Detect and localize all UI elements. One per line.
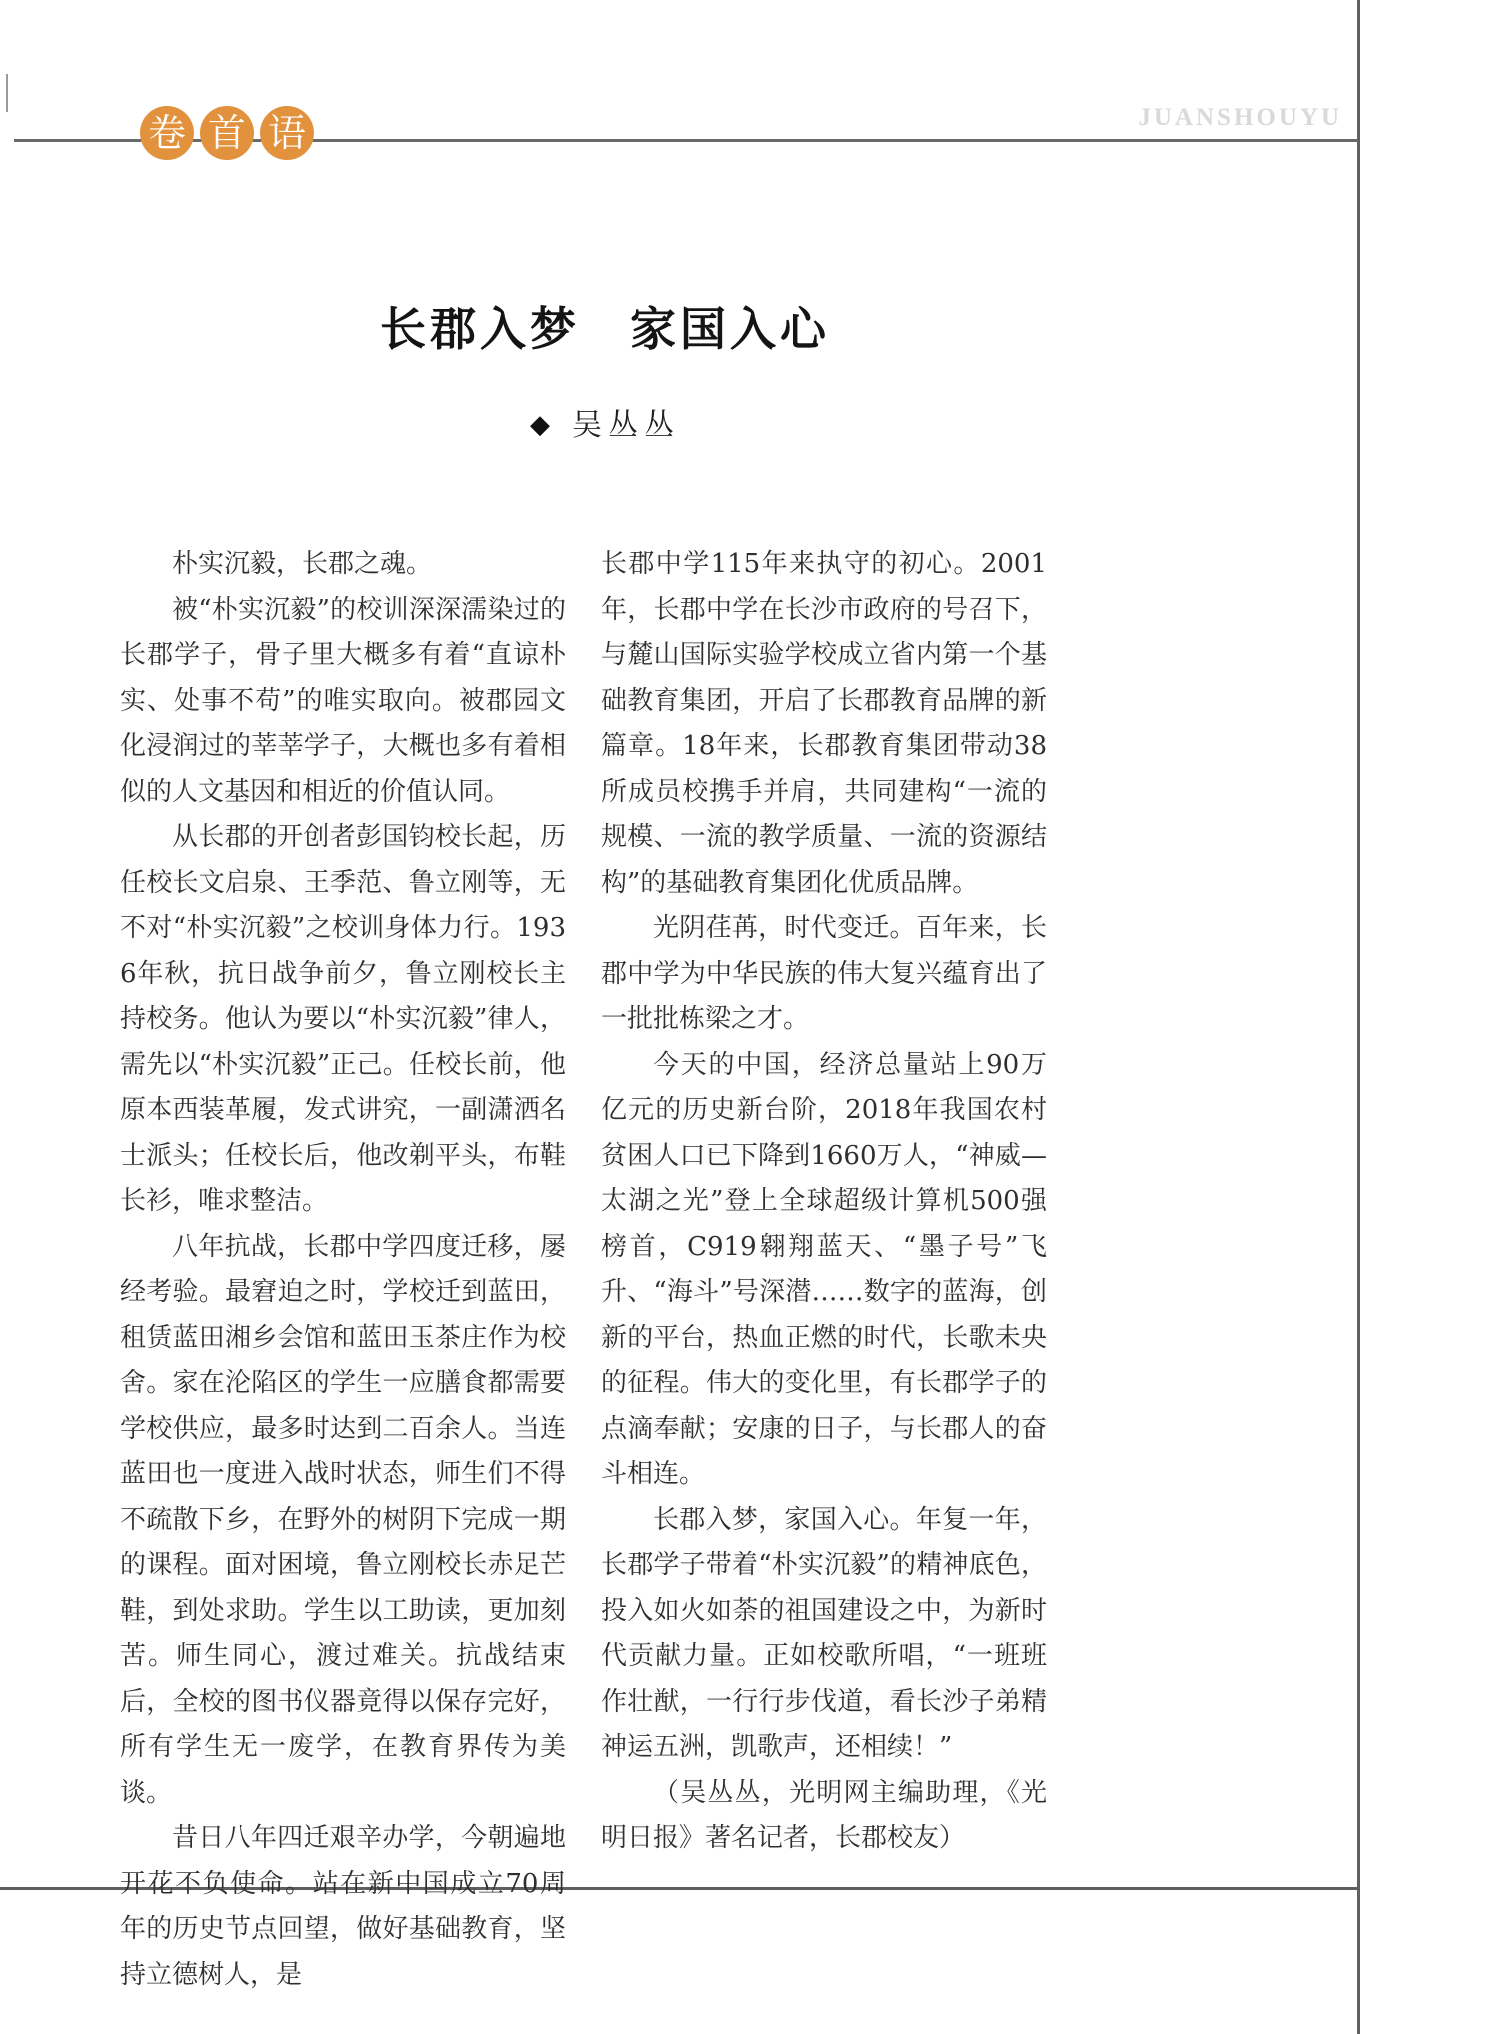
paragraph: 八年抗战，长郡中学四度迁移，屡经考验。最窘迫之时，学校迁到蓝田，租赁蓝田湘乡会馆和蓝田玉茶庄作为校舍。家在沦陷区的学生一应膳食都需要学校供应，最多时达到二百余人。当连蓝田也一度进入战时状态，师生们不得不疏散下乡，在野外的树阴下完成一期的课程。面对困境，鲁立刚校长赤足芒鞋，到处求助。学生以工助读，更加刻苦。师生同心，渡过难关。抗战结束后，全校的图书仪器竟得以保存完好，所有学生无一废学，在教育界传为美谈。 <box>120 1231 566 1808</box>
author-name: 吴丛丛 <box>572 408 680 443</box>
paragraph: 长郡入梦，家国入心。年复一年，长郡学子带着“朴实沉毅”的精神底色，投入如火如荼的祖国建设之中，为新时代贡献力量。正如校歌所唱，“一班班作壮猷，一行行步伐道，看长沙子弟精神运五洲，凯歌声，还相续！” <box>601 1504 1047 1762</box>
paragraph: 从长郡的开创者彭国钧校长起，历任校长文启泉、王季范、鲁立刚等，无不对“朴实沉毅”之校训身体力行。1936年秋，抗日战争前夕，鲁立刚校长主持校务。他认为要以“朴实沉毅”律人，需先以“朴实沉毅”正己。任校长前，他原本西装革履，发式讲究，一副潇洒名士派头；任校长后，他改剃平头，布鞋长衫，唯求整洁。 <box>120 822 566 1216</box>
paragraph: 朴实沉毅，长郡之魂。 <box>172 549 433 579</box>
right-margin-rule <box>1357 0 1360 2034</box>
paragraph: 昔日八年四迁艰辛办学，今朝遍地开花不负使命。站在新中国成立70周年的历史节点回望，做好基础教育，坚持立德树人，是 <box>120 1823 566 1990</box>
byline <box>135 400 1075 444</box>
article-title: 长郡入梦 家国入心 <box>380 303 830 355</box>
section-badge-char: 首 <box>200 106 254 160</box>
section-badge-char: 语 <box>260 106 314 160</box>
section-watermark: JUANSHOUYU <box>1138 104 1342 131</box>
paragraph: 长郡中学115年来执守的初心。2001年，长郡中学在长沙市政府的号召下，与麓山国际实验学校成立省内第一个基础教育集团，开启了长郡教育品牌的新篇章。18年来，长郡教育集团带动38所成员校携手并肩，共同建构“一流的规模、一流的教学质量、一流的资源结构”的基础教育集团化优质品牌。 <box>601 549 1047 898</box>
diamond-icon: ◆ <box>530 410 550 440</box>
section-label-badges <box>140 106 314 160</box>
section-badge-char: 卷 <box>140 106 194 160</box>
paragraph-attribution: （吴丛丛，光明网主编助理，《光明日报》著名记者，长郡校友） <box>601 1777 1047 1853</box>
paragraph: 被“朴实沉毅”的校训深深濡染过的长郡学子，骨子里大概多有着“直谅朴实、处事不苟”的唯实取向。被郡园文化浸润过的莘莘学子，大概也多有着相似的人文基因和相近的价值认同。 <box>120 594 566 807</box>
paragraph: 今天的中国，经济总量站上90万亿元的历史新台阶，2018年我国农村贫困人口已下降到1660万人，“神威—太湖之光”登上全球超级计算机500强榜首，C919翱翔蓝天、“墨子号”飞升、“海斗”号深潜……数字的蓝海，创新的平台，热血正燃的时代，长歌未央的征程。伟大的变化里，有长郡学子的点滴奉献；安康的日子，与长郡人的奋斗相连。 <box>601 1049 1047 1489</box>
left-crop-mark <box>6 74 8 112</box>
right-column <box>601 542 1047 1862</box>
left-column <box>120 542 566 1998</box>
paragraph: 光阴荏苒，时代变迁。百年来，长郡中学为中华民族的伟大复兴蕴育出了一批批栋梁之才。 <box>601 913 1047 1034</box>
